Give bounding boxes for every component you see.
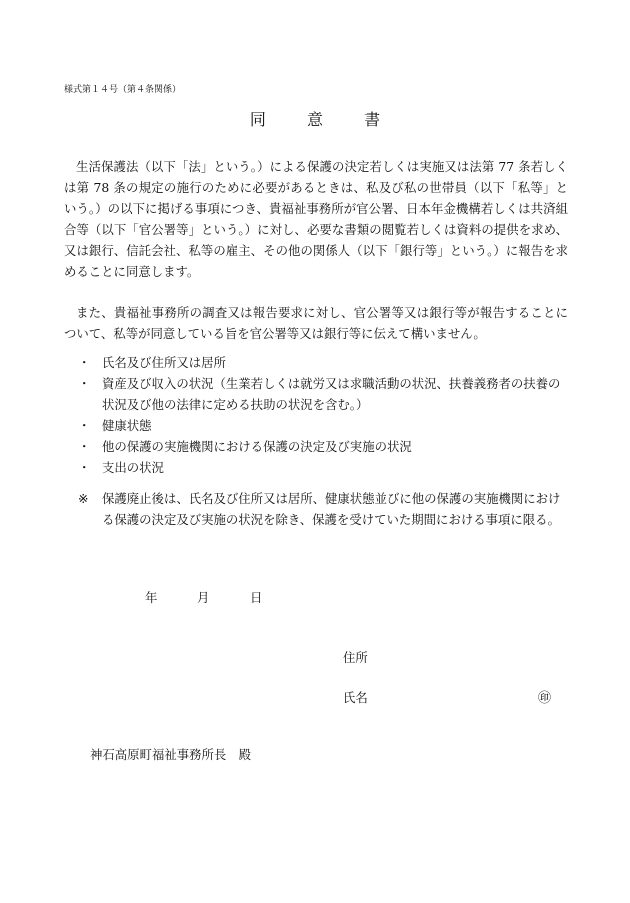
item-text: 他の保護の実施機関における保護の決定及び実施の状況: [102, 439, 412, 454]
list-item: [78, 373, 568, 415]
note-text: 保護廃止後は、氏名及び住所又は居所、健康状態並びに他の保護の実施機関における保護の決定及び実施の状況を除き、保護を受けていた期間における事項に限る。: [102, 491, 561, 527]
item-list: [78, 352, 568, 478]
item-text: 支出の状況: [102, 460, 164, 475]
bullet-icon: ・: [78, 355, 91, 370]
bullet-icon: ・: [78, 418, 91, 433]
list-item: [78, 457, 568, 478]
bullet-icon: ・: [78, 460, 91, 475]
title-char: 書: [364, 110, 381, 129]
list-item: [78, 436, 568, 457]
item-text: 氏名及び住所又は居所: [102, 355, 226, 370]
name-label: 氏名: [343, 690, 368, 705]
date-year-label: 年: [145, 590, 158, 605]
form-number: 様式第１４号（第４条関係）: [64, 85, 182, 95]
list-item: [78, 352, 568, 373]
address-label: 住所: [343, 650, 368, 665]
consent-paragraph-2: また、貴福祉事務所の調査又は報告要求に対し、官公署等又は銀行等が報告することについて、私等が同意している旨を官公署等又は銀行等に伝えて構いません。: [64, 305, 568, 341]
seal-mark-icon: ㊞: [538, 691, 552, 706]
title-char: 同: [249, 110, 266, 129]
document-title: [0, 107, 630, 130]
title-char: 意: [306, 110, 323, 129]
item-text: 健康状態: [102, 418, 152, 433]
addressee: 神石高原町福祉事務所長 殿: [90, 747, 252, 762]
bullet-icon: ・: [78, 439, 91, 454]
list-item: [78, 415, 568, 436]
consent-paragraph-1: 生活保護法（以下「法」という。）による保護の決定若しくは実施又は法第 77 条若しくは第 78 条の規定の施行のために必要があるときは、私及び私の世帯員（以下「私等」という。）の以下に掲げる事項につき、貴福祉事務所が官公署、日本年金機構若しくは共済組合等（以下「官公署等」という。）に対し、必要な書類の閲覧若しくは資料の提供を求め、又は銀行、信託会社、私等の雇主、その他の関係人（以下「銀行等」という。）に報告を求めることに同意します。: [64, 159, 568, 279]
date-month-label: 月: [197, 590, 210, 605]
note: [78, 488, 568, 530]
item-text: 資産及び収入の状況（生業若しくは就労又は求職活動の状況、扶養義務者の扶養の状況及び他の法律に定める扶助の状況を含む。）: [102, 376, 561, 412]
note-mark-icon: ※: [78, 491, 89, 506]
date-day-label: 日: [250, 590, 263, 605]
bullet-icon: ・: [78, 376, 91, 391]
